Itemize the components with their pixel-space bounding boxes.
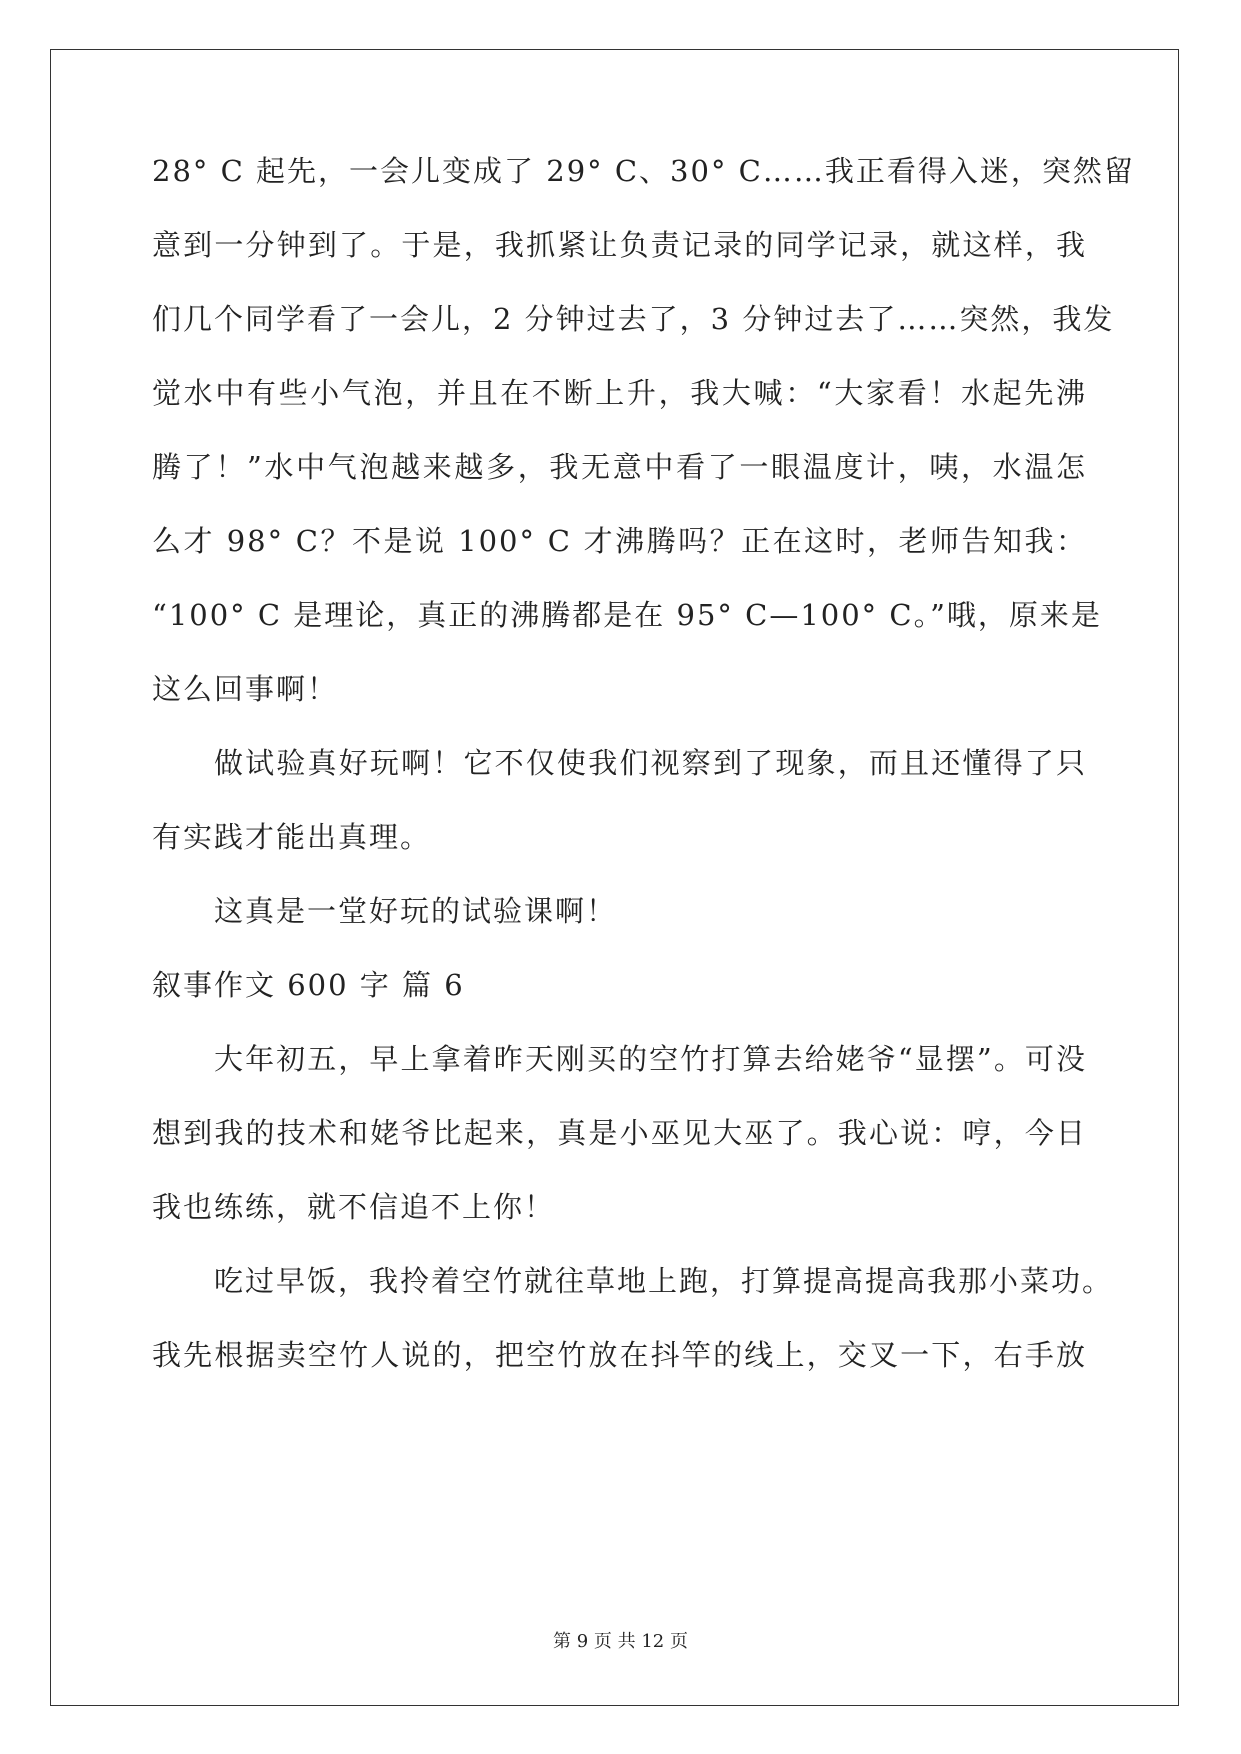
paragraph-line: 这真是一堂好玩的试验课啊！ bbox=[214, 894, 618, 928]
paragraph-line: 们几个同学看了一会儿，2 分钟过去了，3 分钟过去了……突然，我发 bbox=[152, 302, 1115, 336]
paragraph-line: 做试验真好玩啊！它不仅使我们视察到了现象，而且还懂得了只 bbox=[214, 746, 1087, 780]
paragraph-line: 我也练练，就不信追不上你！ bbox=[152, 1190, 556, 1224]
paragraph-line: 腾了！”水中气泡越来越多，我无意中看了一眼温度计，咦，水温怎 bbox=[152, 450, 1087, 484]
page-number-footer: 第 9 页 共 12 页 bbox=[553, 1631, 688, 1652]
page-border bbox=[50, 49, 1179, 1706]
paragraph-line: 大年初五，早上拿着昨天刚买的空竹打算去给姥爷“显摆”。可没 bbox=[214, 1042, 1087, 1076]
paragraph-line: 意到一分钟到了。于是，我抓紧让负责记录的同学记录，就这样，我 bbox=[152, 228, 1087, 262]
paragraph-line: 这么回事啊！ bbox=[152, 672, 339, 706]
paragraph-line: 我先根据卖空竹人说的，把空竹放在抖竿的线上，交叉一下，右手放 bbox=[152, 1338, 1087, 1372]
paragraph-line: 觉水中有些小气泡，并且在不断上升，我大喊：“大家看！水起先沸 bbox=[152, 376, 1087, 410]
paragraph-line: 有实践才能出真理。 bbox=[152, 820, 432, 854]
paragraph-line: 28° C 起先，一会儿变成了 29° C、30° C……我正看得入迷，突然留 bbox=[152, 154, 1135, 188]
paragraph-line: 吃过早饭，我拎着空竹就往草地上跑，打算提高提高我那小菜功。 bbox=[214, 1264, 1114, 1298]
section-heading: 叙事作文 600 字 篇 6 bbox=[152, 968, 465, 1002]
paragraph-line: 想到我的技术和姥爷比起来，真是小巫见大巫了。我心说：哼，今日 bbox=[152, 1116, 1087, 1150]
paragraph-line: 么才 98° C？不是说 100° C 才沸腾吗？正在这时，老师告知我： bbox=[152, 524, 1087, 558]
paragraph-line: “100° C 是理论，真正的沸腾都是在 95° C—100° C。”哦，原来是 bbox=[152, 598, 1102, 632]
